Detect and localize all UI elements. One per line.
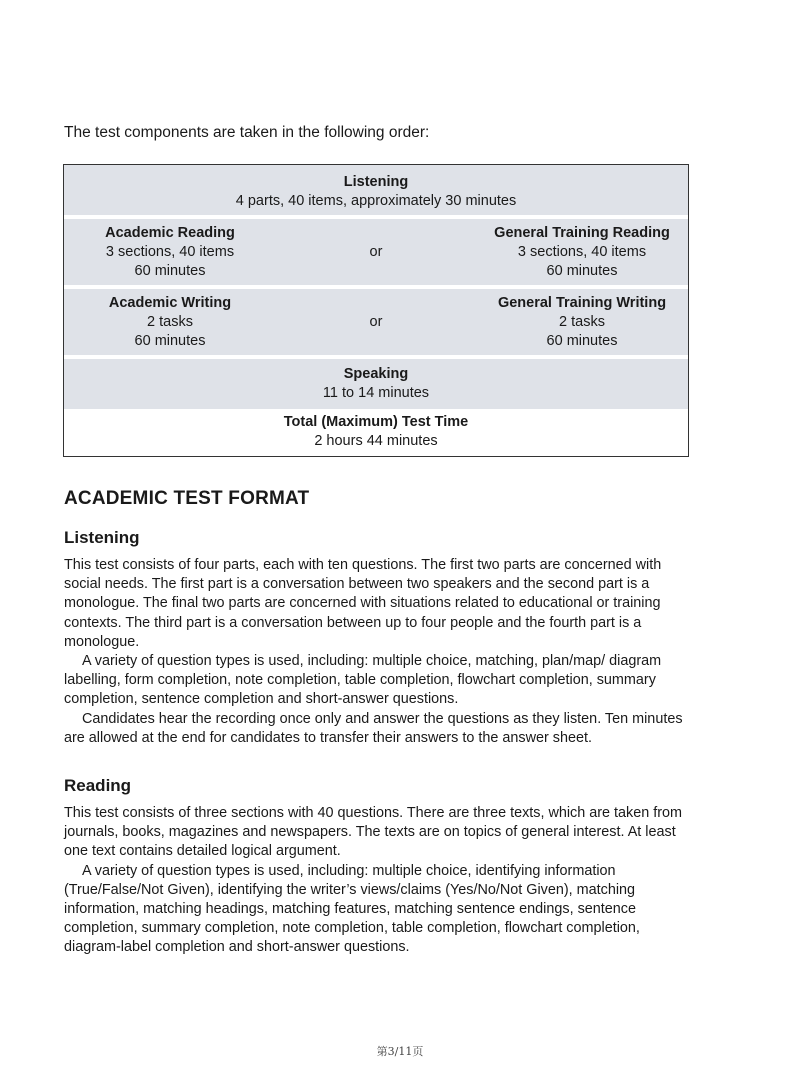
section-heading: ACADEMIC TEST FORMAT <box>64 488 310 509</box>
academic-reading-time: 60 minutes <box>134 262 206 279</box>
academic-reading-title: Academic Reading <box>105 224 235 241</box>
total-detail: 2 hours 44 minutes <box>314 433 438 449</box>
general-writing-tasks: 2 tasks <box>559 313 605 330</box>
listening-title: Listening <box>343 174 409 190</box>
speaking-detail: 11 to 14 minutes <box>322 385 430 401</box>
listening-row <box>64 165 688 215</box>
general-reading-time: 60 minutes <box>546 262 618 279</box>
general-writing-title: General Training Writing <box>497 294 667 311</box>
test-order-table <box>63 164 689 457</box>
listening-body <box>64 556 694 748</box>
general-reading-title: General Training Reading <box>494 224 670 241</box>
listening-heading: Listening <box>64 528 140 547</box>
academic-writing-title: Academic Writing <box>108 294 232 311</box>
listening-paragraph-3: Candidates hear the recording once only and answer the questions as they listen. Ten minutes are allowed at the end for candidates to transfer their answers to the answer sheet. <box>64 710 683 746</box>
total-title: Total (Maximum) Test Time <box>283 414 469 430</box>
writing-or: or <box>369 313 383 330</box>
reading-or: or <box>369 243 383 260</box>
speaking-row <box>64 359 688 409</box>
academic-writing-tasks: 2 tasks <box>147 313 193 330</box>
listening-detail: 4 parts, 40 items, approximately 30 minutes <box>235 193 517 209</box>
academic-writing-time: 60 minutes <box>134 332 206 349</box>
reading-body <box>64 804 694 958</box>
general-reading-cell <box>436 224 728 281</box>
writing-row <box>64 289 688 355</box>
total-row <box>64 413 688 455</box>
general-writing-time: 60 minutes <box>546 332 618 349</box>
reading-heading: Reading <box>64 776 132 795</box>
reading-row <box>64 219 688 285</box>
academic-reading-items: 3 sections, 40 items <box>105 243 235 260</box>
general-writing-cell <box>436 294 728 351</box>
speaking-title: Speaking <box>343 366 409 382</box>
reading-paragraph-1: This test consists of three sections with 40 questions. There are three texts, which are taken from journals, books, magazines and newspapers. The texts are on topics of general interest. At least one text contains detailed logical argument. <box>64 805 683 860</box>
general-reading-items: 3 sections, 40 items <box>517 243 647 260</box>
reading-paragraph-2: A variety of question types is used, including: multiple choice, identifying information (True/False/Not Given), identifying the writer’s views/claims (Yes/No/Not Given), matching information, matching headings, matching features, matching sentence endings, sentence completion, summary completion, note completion, table completion, flowchart completion, diagram-label completion and short-answer questions. <box>64 862 640 956</box>
academic-reading-cell <box>24 224 316 281</box>
listening-paragraph-2: A variety of question types is used, including: multiple choice, matching, plan/map/ diagram labelling, form completion, note completion, table completion, flowchart completion, summary completion, sentence completion and short-answer questions. <box>64 653 662 708</box>
page-number: 第3/11页 <box>376 1045 424 1058</box>
listening-paragraph-1: This test consists of four parts, each with ten questions. The first two parts are concerned with social needs. The first part is a conversation between two speakers and the second part is a monologue. The final two parts are concerned with situations related to educational or training contexts. The third part is a conversation between up to four people and the fourth part is a monologue. <box>64 557 662 650</box>
academic-writing-cell <box>24 294 316 351</box>
intro-text: The test components are taken in the following order: <box>64 124 430 141</box>
